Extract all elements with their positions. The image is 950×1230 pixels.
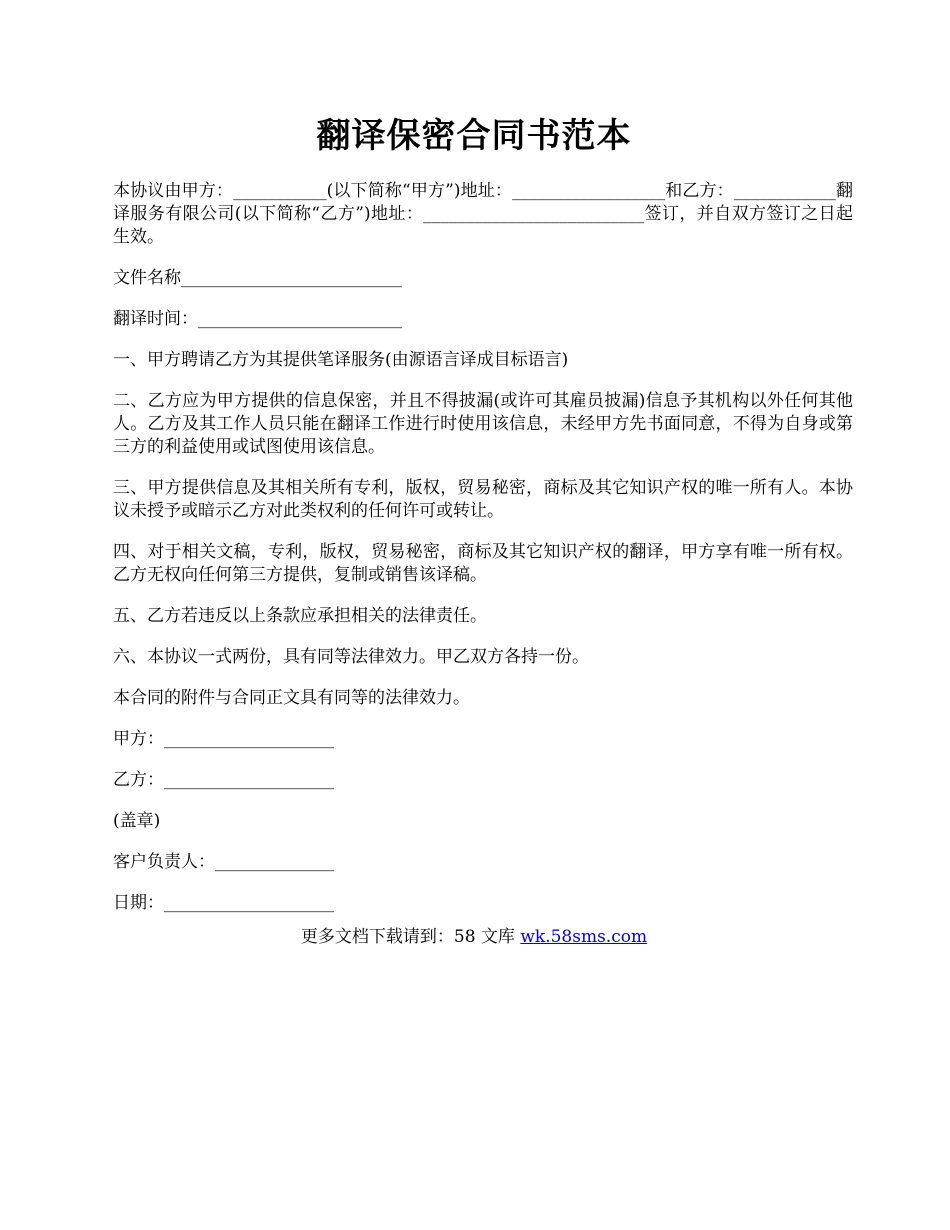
client-contact-line: 客户负责人：______________	[113, 852, 334, 872]
file-name-line: 文件名称__________________________	[113, 268, 402, 288]
clause-2: 二、乙方应为甲方提供的信息保密，并且不得披漏(或许可其雇员披漏)信息予其机构以外任何其他人。乙方及其工作人员只能在翻译工作进行时使用该信息，未经甲方先书面同意，不得为自身或第三方的利益使用或试图使用该信息。	[113, 391, 853, 457]
footer-link[interactable]: wk.58sms.com	[520, 927, 648, 947]
download-footer	[113, 926, 835, 949]
date-line: 日期：____________________	[113, 893, 334, 913]
clause-3: 三、甲方提供信息及其相关所有专利，版权，贸易秘密，商标及其它知识产权的唯一所有人。本协议未授予或暗示乙方对此类权利的任何许可或转让。	[113, 478, 853, 521]
document-title: 翻译保密合同书范本	[316, 116, 632, 156]
clause-5: 五、乙方若违反以上条款应承担相关的法律责任。	[113, 606, 487, 626]
document-body	[113, 180, 853, 933]
party-a-signature-line: 甲方：____________________	[113, 729, 334, 749]
translation-time-line: 翻译时间：________________________	[113, 309, 402, 329]
clause-4: 四、对于相关文稿，专利，版权，贸易秘密，商标及其它知识产权的翻译，甲方享有唯一所有权。乙方无权向任何第三方提供，复制或销售该译稿。	[113, 542, 853, 585]
clause-6: 六、本协议一式两份，具有同等法律效力。甲乙双方各持一份。	[113, 647, 589, 667]
seal-line: (盖章)	[113, 811, 161, 831]
clause-1: 一、甲方聘请乙方为其提供笔译服务(由源语言译成目标语言)	[113, 350, 569, 370]
footer-prefix: 更多文档下载请到：58 文库	[300, 927, 521, 947]
attachment-note: 本合同的附件与合同正文具有同等的法律效力。	[113, 688, 470, 708]
party-b-signature-line: 乙方：____________________	[113, 770, 334, 790]
intro-paragraph: 本协议由甲方：___________(以下简称“甲方”)地址：__________________和乙方：____________翻译服务有限公司(以下简称“乙方”)地址：__________________________签订，并自双方签订之日起生效。	[113, 181, 853, 247]
